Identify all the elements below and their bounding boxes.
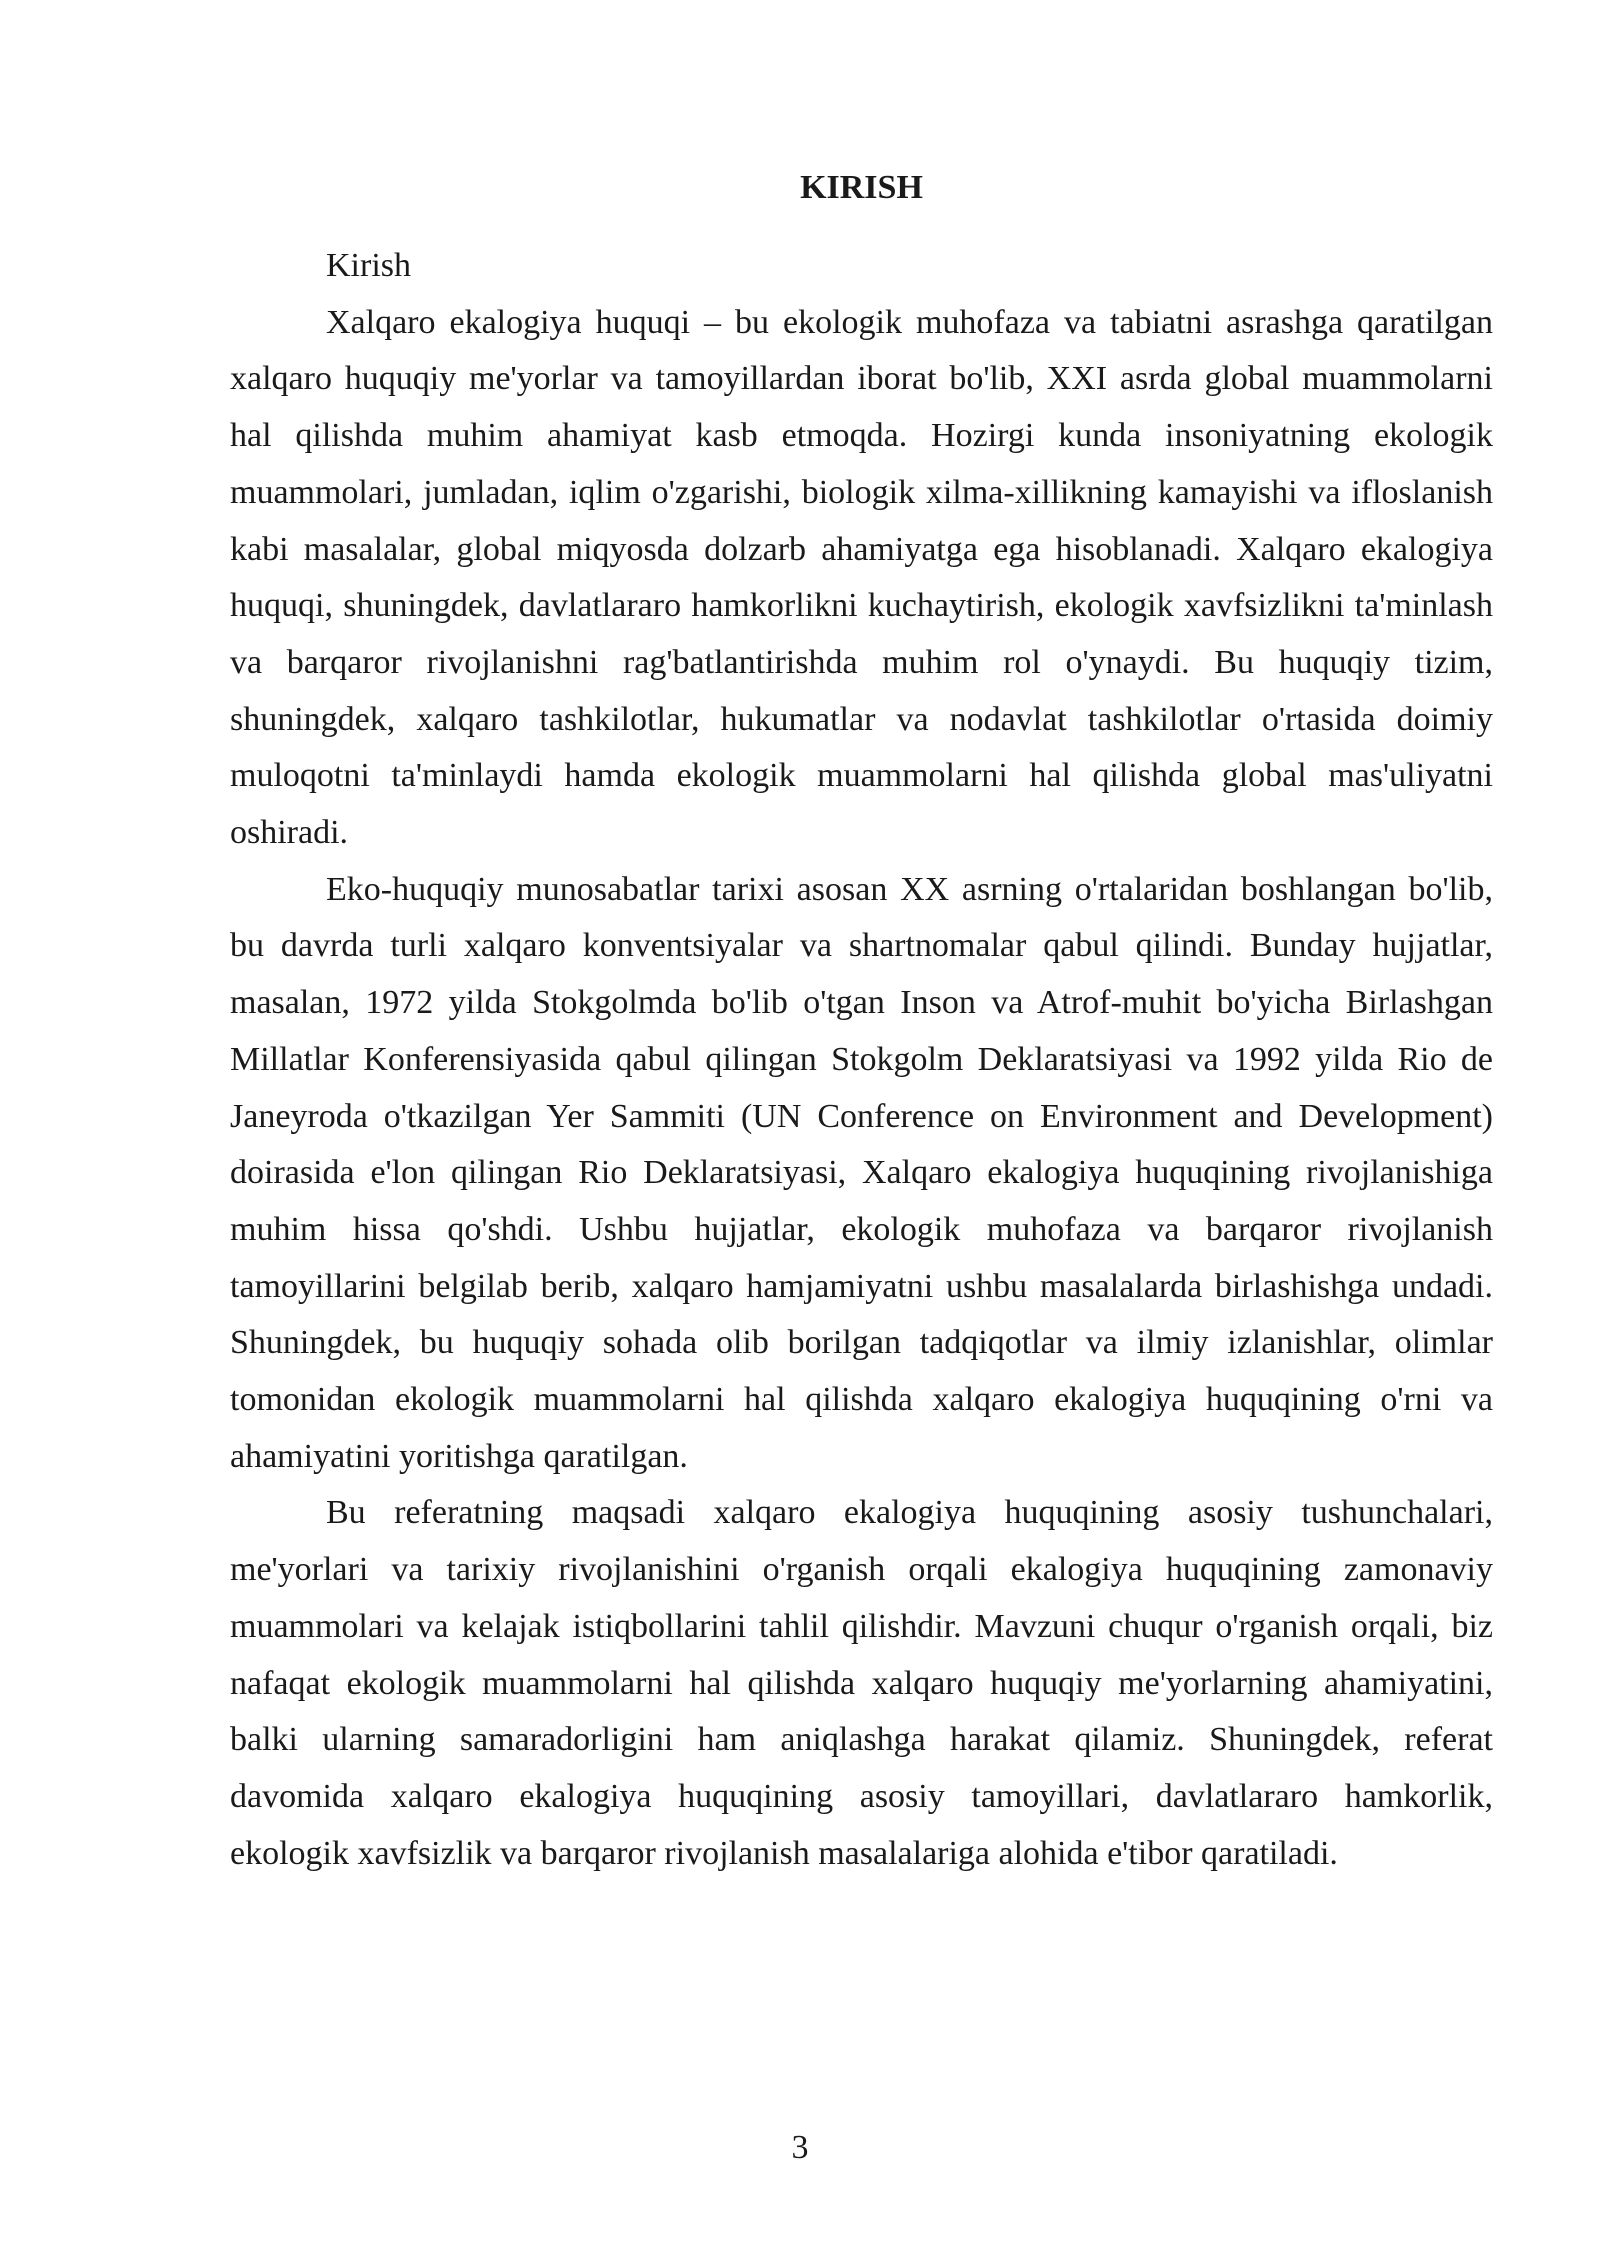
section-subheading: Kirish bbox=[326, 247, 411, 284]
paragraph: Eko-huquqiy munosabatlar tarixi asosan XX asrning o'rtalaridan boshlangan bo'lib, bu davrda turli xalqaro konventsiyalar va shartnomalar qabul qilindi. Bunday hujjatlar, masalan, 1972 yilda Stokgolmda bo'lib o'tgan Inson va Atrof-muhit bo'yicha Birlashgan Millatlar Konferensiyasida qabul qilingan Stokgolm Deklaratsiyasi va 1992 yilda Rio de Janeyroda o'tkazilgan Yer Sammiti (UN Conference on Environment and Development) doirasida e'lon qilingan Rio Deklaratsiyasi, Xalqaro ekalogiya huquqining rivojlanishiga muhim hissa qo'shdi. Ushbu hujjatlar, ekologik muhofaza va barqaror rivojlanish tamoyillarini belgilab berib, xalqaro hamjamiyatni ushbu masalalarda birlashishga undadi. Shuningdek, bu huquqiy sohada olib borilgan tadqiqotlar va ilmiy izlanishlar, olimlar tomonidan ekologik muammolarni hal qilishda xalqaro ekalogiya huquqining o'rni va ahamiyatini yoritishga qaratilgan. bbox=[230, 870, 1493, 1475]
page-content bbox=[230, 160, 1493, 1882]
paragraph: Xalqaro ekalogiya huquqi – bu ekologik muhofaza va tabiatni asrashga qaratilgan xalqaro huquqiy me'yorlar va tamoyillardan iborat bo'lib, XXI asrda global muammolarni hal qilishda muhim ahamiyat kasb etmoqda. Hozirgi kunda insoniyatning ekologik muammolari, jumladan, iqlim o'zgarishi, biologik xilma-xillikning kamayishi va ifloslanish kabi masalalar, global miqyosda dolzarb ahamiyatga ega hisoblanadi. Xalqaro ekalogiya huquqi, shuningdek, davlatlararo hamkorlikni kuchaytirish, ekologik xavfsizlikni ta'minlash va barqaror rivojlanishni rag'batlantirishda muhim rol o'ynaydi. Bu huquqiy tizim, shuningdek, xalqaro tashkilotlar, hukumatlar va nodavlat tashkilotlar o'rtasida doimiy muloqotni ta'minlaydi hamda ekologik muammolarni hal qilishda global mas'uliyatni oshiradi. bbox=[230, 303, 1493, 852]
paragraph: Bu referatning maqsadi xalqaro ekalogiya huquqining asosiy tushunchalari, me'yorlari va tarixiy rivojlanishini o'rganish orqali ekalogiya huquqining zamonaviy muammolari va kelajak istiqbollarini tahlil qilishdir. Mavzuni chuqur o'rganish orqali, biz nafaqat ekologik muammolarni hal qilishda xalqaro huquqiy me'yorlarning ahamiyatini, balki ularning samaradorligini ham aniqlashga harakat qilamiz. Shuningdek, referat davomida xalqaro ekalogiya huquqining asosiy tamoyillari, davlatlararo hamkorlik, ekologik xavfsizlik va barqaror rivojlanish masalalariga alohida e'tibor qaratiladi. bbox=[230, 1494, 1493, 1872]
page-title: KIRISH bbox=[800, 169, 923, 206]
page-number: 3 bbox=[791, 2129, 809, 2166]
